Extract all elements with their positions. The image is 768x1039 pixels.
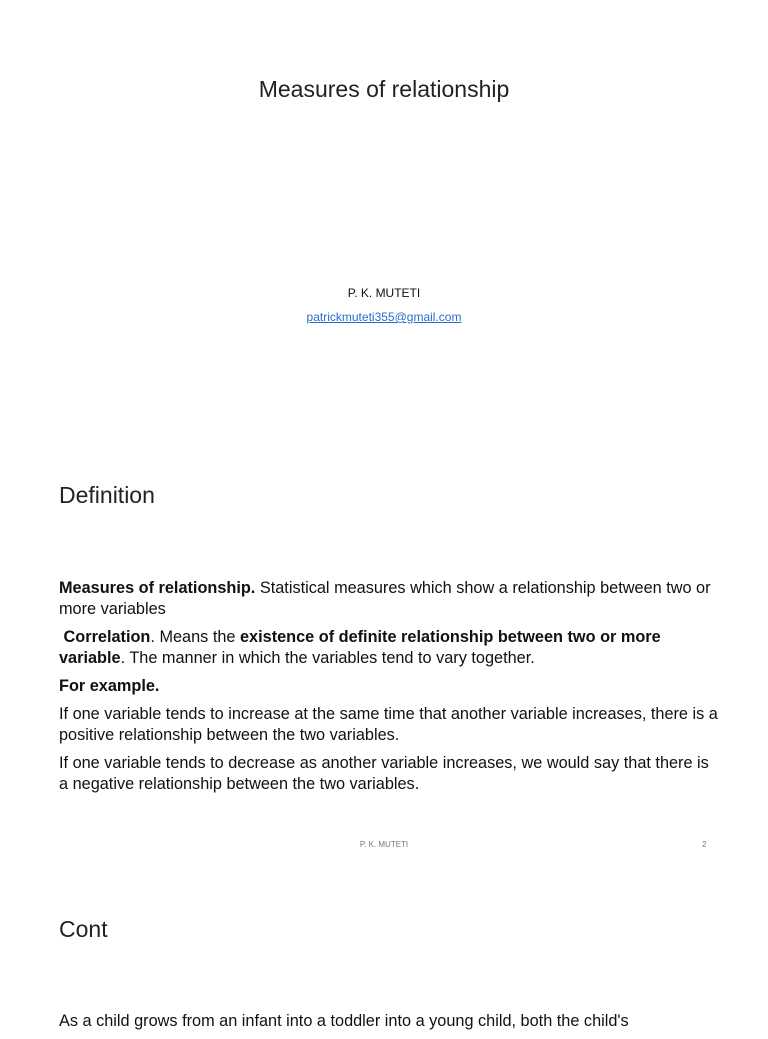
- email-link[interactable]: patrickmuteti355@gmail.com: [306, 310, 462, 324]
- cont-slide: [0, 860, 768, 1030]
- slide-body: [59, 1011, 719, 1039]
- slide-heading: Cont: [59, 916, 108, 942]
- slide-heading: Definition: [59, 482, 155, 508]
- example-label: For example.: [59, 677, 160, 695]
- author-name: P. K. MUTETI: [347, 286, 421, 300]
- paragraph-negative: If one variable tends to decrease as another variable increases, we would say that there is a negative relationship between the two variables.: [59, 754, 709, 793]
- paragraph-measures: [59, 578, 719, 620]
- definition-measures: Statistical measures which show a relationship between two or more variables: [59, 579, 711, 618]
- paragraph-positive: If one variable tends to increase at the same time that another variable increases, there is a positive relationship between the two variables.: [59, 705, 718, 744]
- emphasis-text: existence of definite relationship between two or more variable: [59, 628, 661, 667]
- text-fragment: . Means the: [150, 628, 240, 646]
- paragraph-correlation: [59, 627, 719, 669]
- author-email: [0, 310, 768, 324]
- page-number: 2: [702, 840, 707, 849]
- slide-body: [59, 578, 719, 802]
- title-slide: [0, 0, 768, 430]
- definition-slide: [0, 430, 768, 860]
- footer-author: P. K. MUTETI: [359, 840, 409, 849]
- term-measures: Measures of relationship.: [59, 579, 256, 597]
- term-correlation: Correlation: [63, 628, 151, 646]
- paragraph-example-label: [59, 676, 719, 697]
- presentation-title: Measures of relationship: [258, 76, 510, 102]
- text-fragment: . The manner in which the variables tend to vary together.: [120, 649, 535, 667]
- paragraph-child-growth: As a child grows from an infant into a toddler into a young child, both the child's: [59, 1012, 629, 1030]
